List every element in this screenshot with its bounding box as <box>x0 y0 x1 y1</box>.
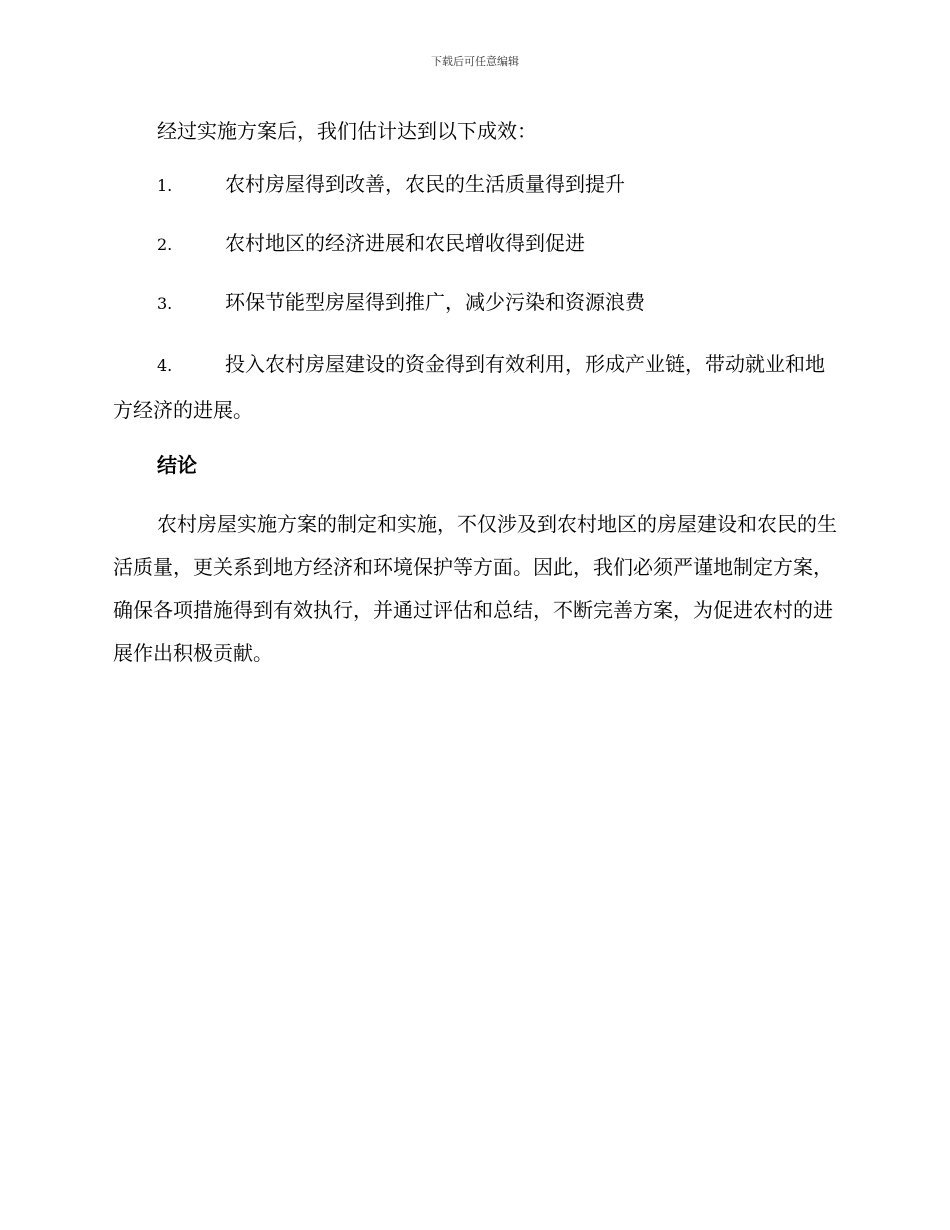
list-item <box>113 342 837 432</box>
list-text: 农村地区的经济进展和农民增收得到促进 <box>225 231 585 255</box>
page-header-note: 下载后可任意编辑 <box>431 55 519 68</box>
list-item <box>113 283 837 323</box>
list-text: 投入农村房屋建设的资金得到有效利用，形成产业链，带动就业和地方经济的进展。 <box>113 352 825 422</box>
list-number: 2. <box>157 235 173 254</box>
conclusion-paragraph: 农村房屋实施方案的制定和实施，不仅涉及到农村地区的房屋建设和农民的生活质量，更关系到地方经济和环境保护等方面。因此，我们必须严谨地制定方案，确保各项措施得到有效执行，并通过评估和总结，不断完善方案，为促进农村的进展作出积极贡献。 <box>113 512 837 665</box>
list-number: 1. <box>157 176 173 195</box>
list-number: 4. <box>157 356 173 375</box>
list-number: 3. <box>157 294 173 313</box>
intro-paragraph: 经过实施方案后，我们估计达到以下成效： <box>157 119 537 143</box>
list-item <box>113 165 837 205</box>
list-text: 农村房屋得到改善，农民的生活质量得到提升 <box>225 172 625 196</box>
document-body <box>113 112 837 675</box>
list-text: 环保节能型房屋得到推广，减少污染和资源浪费 <box>225 290 645 314</box>
conclusion-heading: 结论 <box>157 453 197 477</box>
list-item <box>113 224 837 264</box>
